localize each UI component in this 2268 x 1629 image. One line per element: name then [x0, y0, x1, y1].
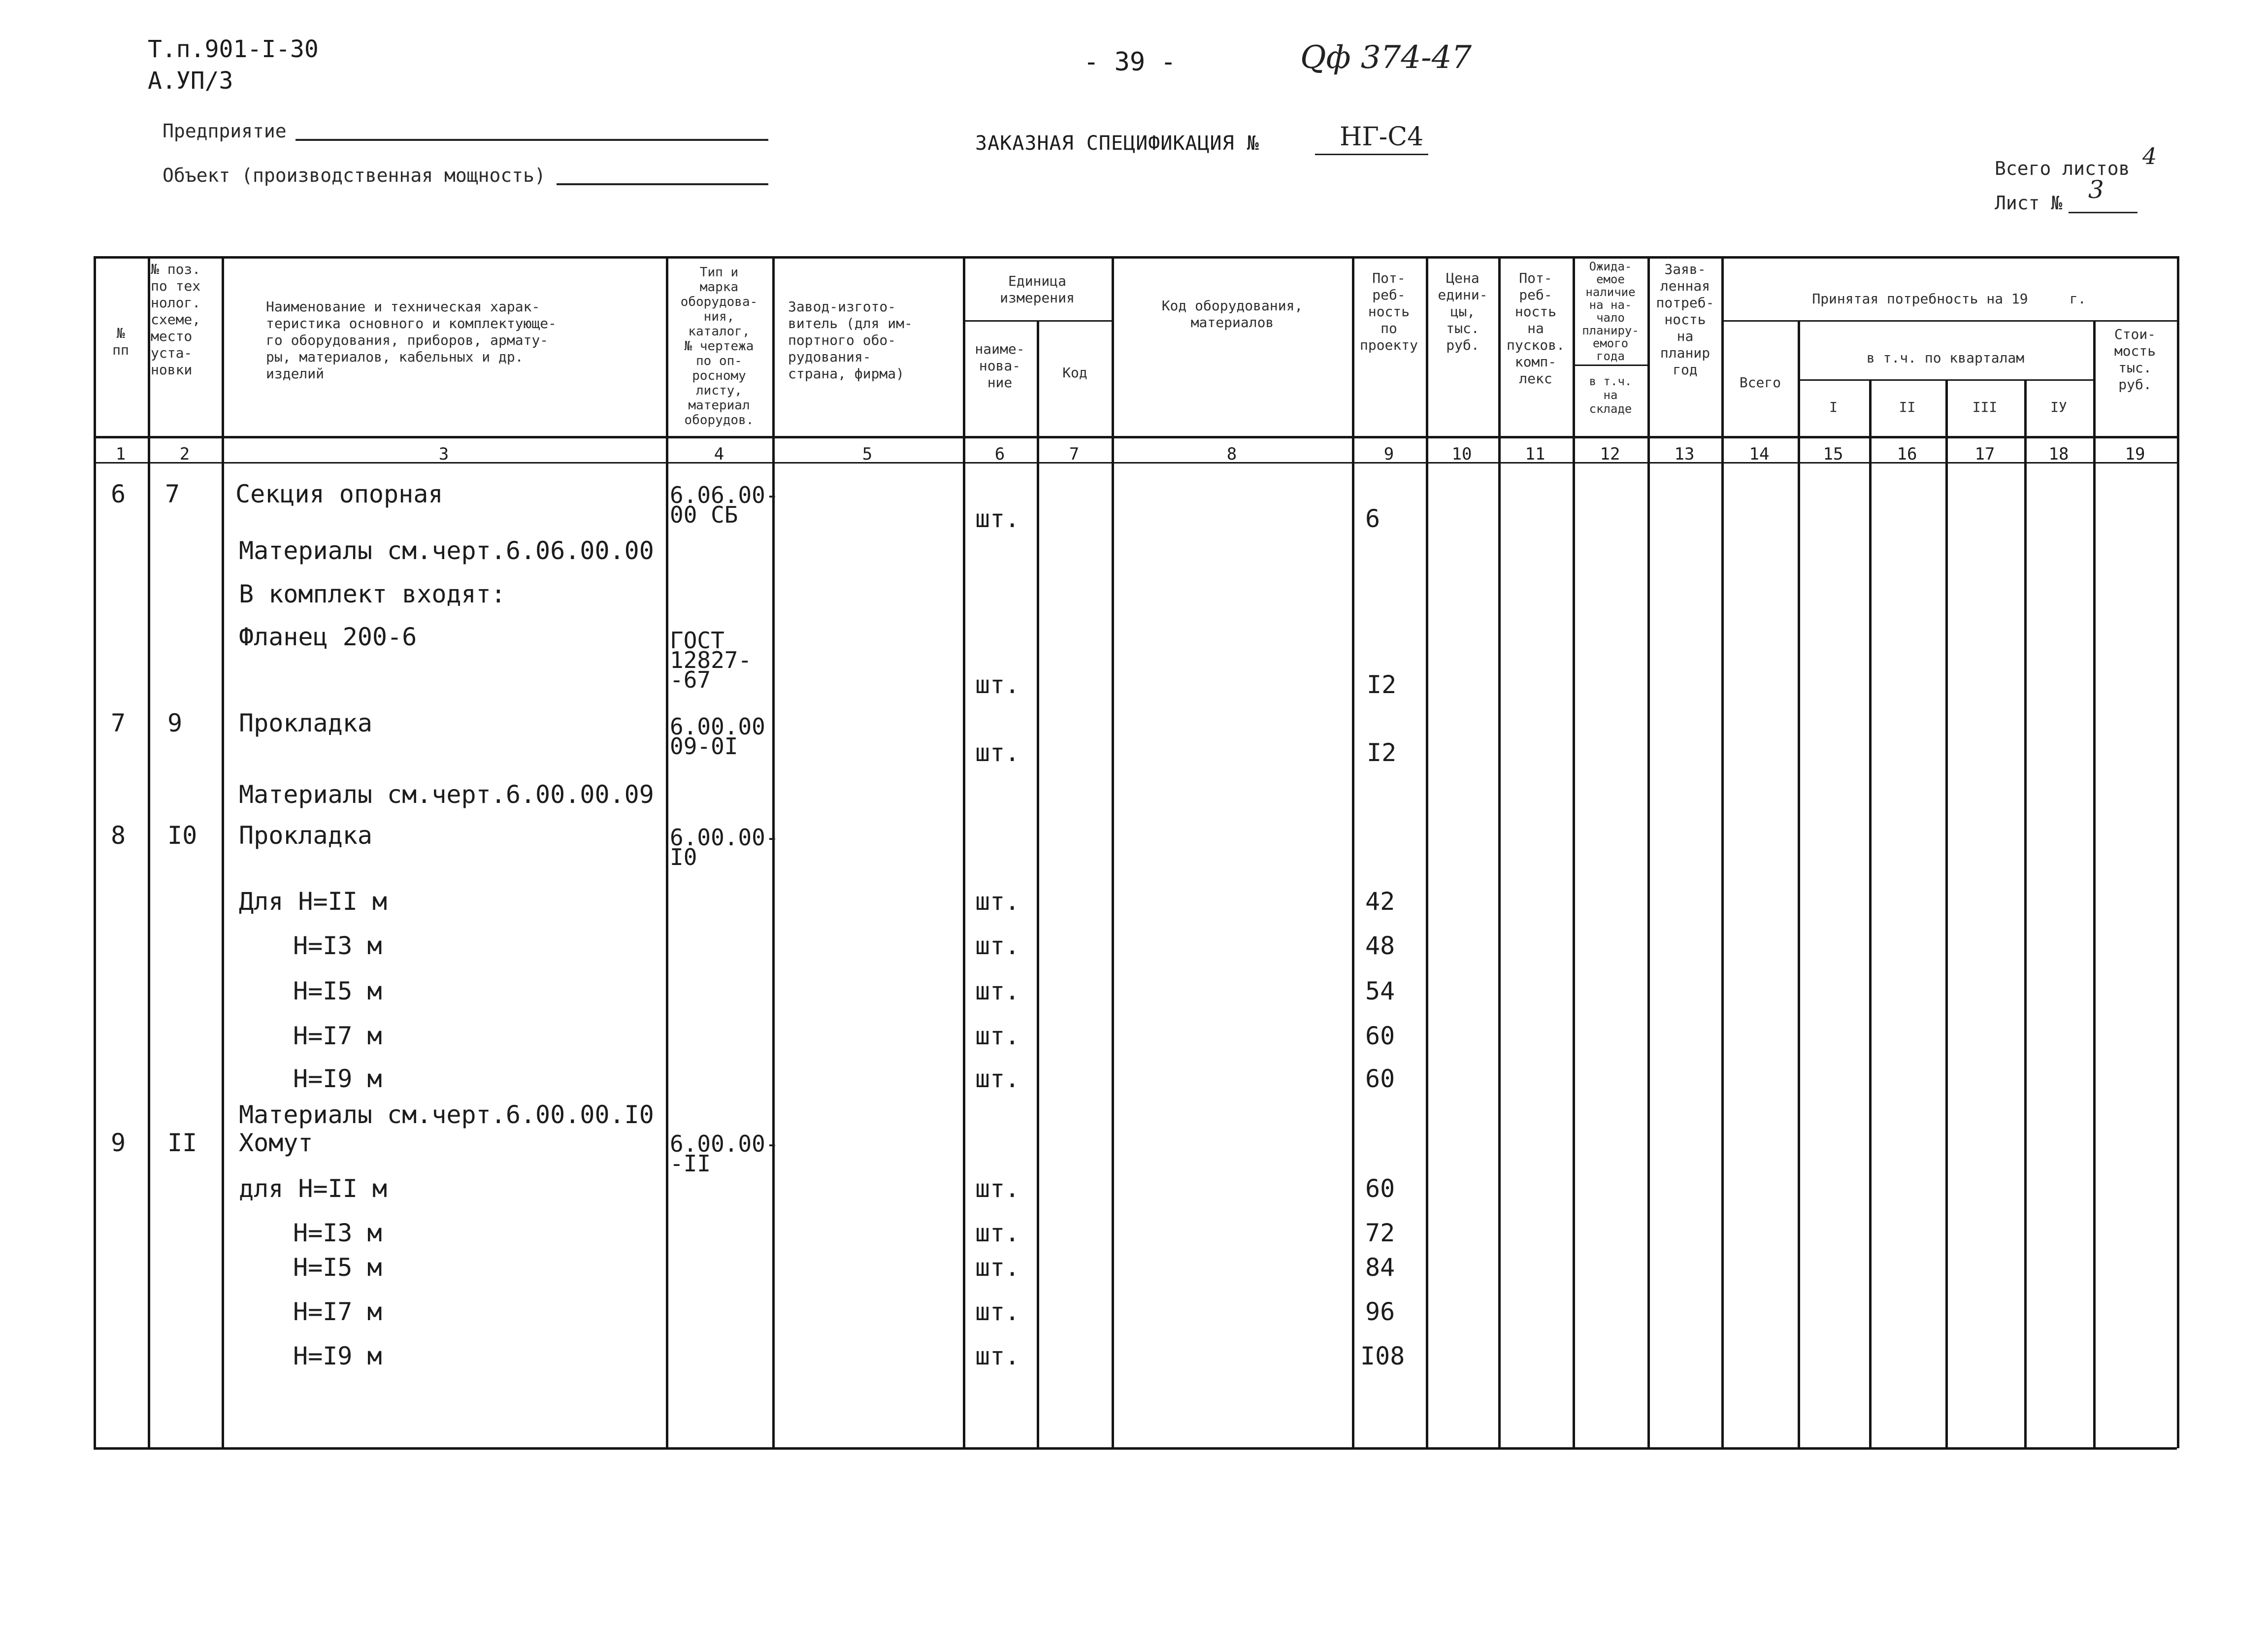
cell-type: 6.06.00- 00 СБ	[670, 482, 779, 528]
col-header-q1: I	[1829, 399, 1838, 415]
col-header-name: Наименование и техническая харак- теристика основного и комплектующе- го оборудования, приборов, армату- ры, материалов, кабельных и др. изделий	[266, 299, 557, 382]
col-header-q4: IУ	[2050, 399, 2067, 415]
cell-unit: шт.	[975, 1297, 1020, 1326]
cell-position: II	[167, 1129, 197, 1157]
cell-name: Н=I3 м	[293, 931, 382, 960]
spec-number: НГ-С4	[1340, 122, 1424, 152]
cell-unit: шт.	[975, 977, 1020, 1005]
col-header-q3: III	[1972, 399, 1998, 415]
cell-name: Фланец 200-6	[239, 623, 417, 651]
col-number: 5	[862, 444, 873, 464]
cell-unit: шт.	[975, 1219, 1020, 1247]
cell-quantity: 60	[1365, 1174, 1395, 1203]
cell-unit: шт.	[975, 1342, 1020, 1370]
cell-quantity: 42	[1365, 887, 1395, 916]
cell-name: Н=I5 м	[293, 977, 382, 1005]
cell-name: Н=I7 м	[293, 1297, 382, 1326]
cell-name: Секция опорная	[235, 480, 443, 508]
cell-name: Для Н=II м	[239, 887, 388, 916]
col-header-unit-group: Единица измерения	[1000, 273, 1075, 306]
cell-quantity: 72	[1365, 1219, 1395, 1247]
object-line	[557, 183, 768, 185]
cell-name: Материалы см.черт.6.06.00.00	[239, 536, 654, 565]
cell-quantity: I2	[1367, 738, 1397, 767]
col-header-accepted-demand: Принятая потребность на 19 г.	[1812, 291, 2086, 307]
cell-name: Н=I9 м	[293, 1342, 382, 1370]
column-number-rule	[94, 462, 2177, 464]
col-header-manufacturer: Завод-изгото- витель (для им- портного обо- рудования- страна, фирма)	[788, 299, 913, 382]
cell-name: Материалы см.черт.6.00.00.I0	[239, 1100, 654, 1129]
col-header-unit-code: Код	[1062, 365, 1087, 381]
cell-unit: шт.	[975, 1253, 1020, 1282]
spec-number-line	[1315, 154, 1428, 155]
col-number: 17	[1974, 444, 1995, 464]
col-header-unit-name: наиме- нова- ние	[975, 341, 1025, 391]
handwritten-code: Qф 374-47	[1300, 39, 1472, 76]
cell-name: Материалы см.черт.6.00.00.09	[239, 780, 654, 809]
cell-pp: 6	[111, 480, 126, 508]
cell-pp: 7	[111, 709, 126, 737]
sheet-label: Лист №	[1995, 192, 2063, 214]
accepted-group-rule	[1721, 320, 2177, 322]
cell-pp: 9	[111, 1129, 126, 1157]
border-right	[2177, 256, 2179, 1448]
col-header-cost: Стои- мость тыс. руб.	[2114, 326, 2156, 393]
col-header-type: Тип и марка оборудова- ния, каталог, № чертежа по оп- росному листу, материал оборудов.	[680, 265, 758, 428]
col-number: 15	[1823, 444, 1843, 464]
col-number: 2	[179, 444, 190, 464]
enterprise-line	[296, 139, 768, 141]
cell-type: ГОСТ 12827- -67	[670, 627, 752, 693]
cell-type: 6.00.00- -II	[670, 1130, 779, 1177]
cell-position: I0	[167, 821, 197, 850]
col-header-q2: II	[1899, 399, 1916, 415]
cell-name: В комплект входят:	[239, 580, 506, 608]
col-number: 8	[1226, 444, 1237, 464]
cell-name: Н=I9 м	[293, 1064, 382, 1093]
cell-name: Н=I5 м	[293, 1253, 382, 1282]
col-number: 16	[1897, 444, 1917, 464]
cell-quantity: 84	[1365, 1253, 1395, 1282]
total-sheets-label: Всего листов	[1995, 158, 2130, 179]
document-code: Т.п.901-I-30	[148, 35, 319, 63]
cell-position: 9	[167, 709, 183, 737]
col-number: 6	[994, 444, 1005, 464]
cell-quantity: 6	[1365, 504, 1381, 533]
page-number: - 39 -	[1084, 47, 1176, 77]
col-number: 18	[2048, 444, 2069, 464]
cell-type: 6.00.00- I0	[670, 824, 779, 870]
col-number: 9	[1383, 444, 1394, 464]
cell-quantity: 60	[1365, 1064, 1395, 1093]
cell-name: Н=I7 м	[293, 1022, 382, 1050]
col-header-pp: № пп	[112, 325, 129, 358]
col-header-total: Всего	[1739, 374, 1781, 391]
col-number: 19	[2125, 444, 2145, 464]
col-header-declared-demand: Заяв- ленная потреб- ность на планир год	[1656, 261, 1714, 378]
col-number: 3	[438, 444, 449, 464]
cell-type: 6.00.00 09-0I	[670, 713, 765, 760]
cell-unit: шт.	[975, 504, 1020, 533]
cell-unit: шт.	[975, 1022, 1020, 1050]
enterprise-label: Предприятие	[163, 120, 287, 142]
col-header-equipment-code: Код оборудования, материалов	[1161, 298, 1303, 331]
col-number: 11	[1525, 444, 1545, 464]
cell-position: 7	[165, 480, 180, 508]
cell-name: Н=I3 м	[293, 1219, 382, 1247]
object-label: Объект (производственная мощность)	[163, 165, 546, 186]
cell-name: для Н=II м	[239, 1174, 388, 1203]
cell-unit: шт.	[975, 738, 1020, 767]
cell-quantity: 96	[1365, 1297, 1395, 1326]
col-header-expected-stock: Ожида- емое наличие на на- чало планиру- емого года	[1582, 260, 1639, 363]
cell-quantity: 60	[1365, 1022, 1395, 1050]
cell-unit: шт.	[975, 670, 1020, 699]
col-number: 13	[1674, 444, 1695, 464]
cell-quantity: 48	[1365, 931, 1395, 960]
total-sheets-value: 4	[2142, 143, 2157, 169]
cell-pp: 8	[111, 821, 126, 850]
col-header-position: № поз. по тех нолог. схеме, место уста- новки	[151, 261, 201, 378]
cell-quantity: I2	[1367, 670, 1397, 699]
col-header-startup-demand: Пот- реб- ность на пусков. комп- лекс	[1506, 270, 1565, 387]
col-number: 1	[115, 444, 126, 464]
album-code: А.УП/3	[148, 67, 233, 95]
expected-split-rule	[1573, 365, 1647, 366]
table-top-border	[94, 256, 2177, 259]
col-header-project-demand: Пот- реб- ность по проекту	[1359, 270, 1418, 353]
col-number: 14	[1749, 444, 1770, 464]
header-bottom-rule	[94, 436, 2177, 438]
sheet-value-line	[2069, 212, 2137, 213]
col-number: 10	[1451, 444, 1472, 464]
col-header-unit-price: Цена едини- цы, тыс. руб.	[1438, 270, 1488, 353]
cell-unit: шт.	[975, 887, 1020, 916]
col-number: 7	[1069, 444, 1080, 464]
cell-unit: шт.	[975, 1064, 1020, 1093]
col-header-quarters: в т.ч. по кварталам	[1866, 350, 2025, 366]
cell-unit: шт.	[975, 931, 1020, 960]
col-number: 12	[1600, 444, 1620, 464]
spec-title: ЗАКАЗНАЯ СПЕЦИФИКАЦИЯ №	[975, 132, 1259, 155]
cell-unit: шт.	[975, 1174, 1020, 1203]
cell-quantity: 54	[1365, 977, 1395, 1005]
sheet-value: 3	[2088, 175, 2104, 204]
cell-name: Прокладка	[239, 821, 372, 850]
table-bottom-border	[94, 1447, 2177, 1450]
cell-name: Хомут	[239, 1129, 313, 1157]
col-number: 4	[714, 444, 724, 464]
border-left	[94, 256, 96, 1448]
col-header-in-warehouse: в т.ч. на складе	[1589, 374, 1632, 416]
cell-name: Прокладка	[239, 709, 372, 737]
cell-quantity: I08	[1360, 1342, 1405, 1370]
